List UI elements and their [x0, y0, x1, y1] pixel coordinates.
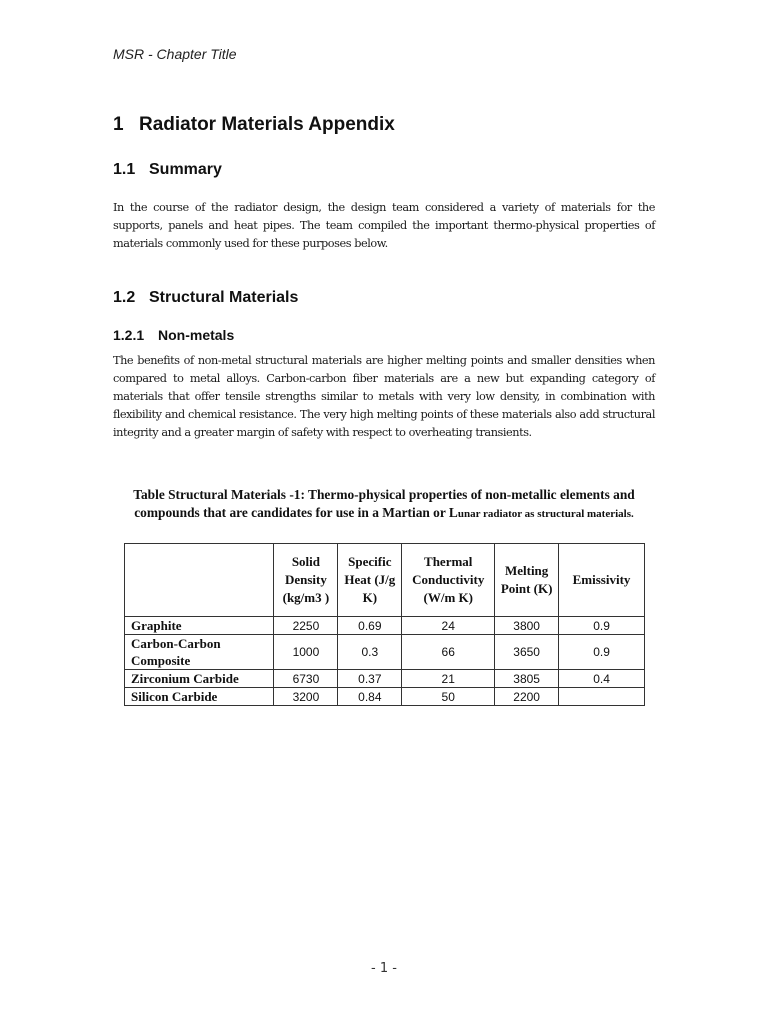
summary-heading	[113, 161, 222, 179]
properties-table	[124, 543, 645, 706]
nonmetals-number: 1.2.1	[113, 327, 145, 343]
specific-heat-cell: 0.69	[338, 617, 402, 635]
table-row	[125, 688, 645, 706]
table-row	[125, 617, 645, 635]
section-number: 1	[113, 114, 124, 135]
page-number: - 1 -	[371, 961, 397, 976]
emissivity-cell: 0.9	[559, 617, 645, 635]
structural-title: Structural Materials	[149, 289, 299, 306]
emissivity-cell: 0.9	[559, 635, 645, 670]
conductivity-cell: 21	[402, 670, 495, 688]
specific-heat-cell: 0.37	[338, 670, 402, 688]
summary-paragraph: In the course of the radiator design, the design team considered a variety of materials for the supports, panels and heat pipes. The team compiled the important thermo-physical properties of materials commonly used for these purposes below.	[113, 201, 655, 250]
conductivity-cell: 66	[402, 635, 495, 670]
header-cell-specific-heat: Specific Heat (J/g K)	[338, 544, 402, 617]
emissivity-cell	[559, 688, 645, 706]
table-row	[125, 635, 645, 670]
melting-point-cell: 3650	[495, 635, 559, 670]
density-cell: 6730	[274, 670, 338, 688]
nonmetals-paragraph: The benefits of non-metal structural materials are higher melting points and smaller densities when compared to metal alloys. Carbon-carbon fiber materials are a new but expanding category of materials that offer tensile strengths similar to metals with very low density, in combination with flexibility and chemical resistance. The very high melting points of these materials also add structural integrity and a greater margin of safety with respect to overheating transients.	[113, 354, 655, 439]
density-cell: 3200	[274, 688, 338, 706]
emissivity-cell: 0.4	[559, 670, 645, 688]
conductivity-cell: 24	[402, 617, 495, 635]
header-cell-conductivity: Thermal Conductivity (W/m K)	[402, 544, 495, 617]
melting-point-cell: 3805	[495, 670, 559, 688]
material-name: Graphite	[125, 617, 274, 635]
material-name: Carbon-Carbon Composite	[125, 635, 274, 670]
section-heading	[113, 114, 395, 136]
table-caption	[113, 486, 655, 523]
table-header-row	[125, 544, 645, 617]
nonmetals-title: Non-metals	[158, 327, 235, 343]
running-header: MSR - Chapter Title	[113, 46, 237, 62]
table-row	[125, 670, 645, 688]
melting-point-cell: 2200	[495, 688, 559, 706]
specific-heat-cell: 0.84	[338, 688, 402, 706]
header-cell-material	[125, 544, 274, 617]
summary-title: Summary	[149, 161, 222, 178]
nonmetals-heading	[113, 327, 234, 343]
density-cell: 1000	[274, 635, 338, 670]
header-cell-emissivity: Emissivity	[559, 544, 645, 617]
specific-heat-cell: 0.3	[338, 635, 402, 670]
structural-number: 1.2	[113, 289, 136, 306]
melting-point-cell: 3800	[495, 617, 559, 635]
section-title: Radiator Materials Appendix	[139, 114, 395, 135]
header-cell-melting-point: Melting Point (K)	[495, 544, 559, 617]
table-caption-main: Table Structural Materials -1: Thermo-physical properties of non-metallic elements and compounds that are candidates for use in a Martian or L	[133, 487, 635, 520]
conductivity-cell: 50	[402, 688, 495, 706]
material-name: Silicon Carbide	[125, 688, 274, 706]
density-cell: 2250	[274, 617, 338, 635]
structural-heading	[113, 289, 298, 307]
summary-number: 1.1	[113, 161, 136, 178]
header-cell-density: Solid Density (kg/m3 )	[274, 544, 338, 617]
table-caption-small: unar radiator as structural materials.	[457, 508, 634, 520]
material-name: Zirconium Carbide	[125, 670, 274, 688]
